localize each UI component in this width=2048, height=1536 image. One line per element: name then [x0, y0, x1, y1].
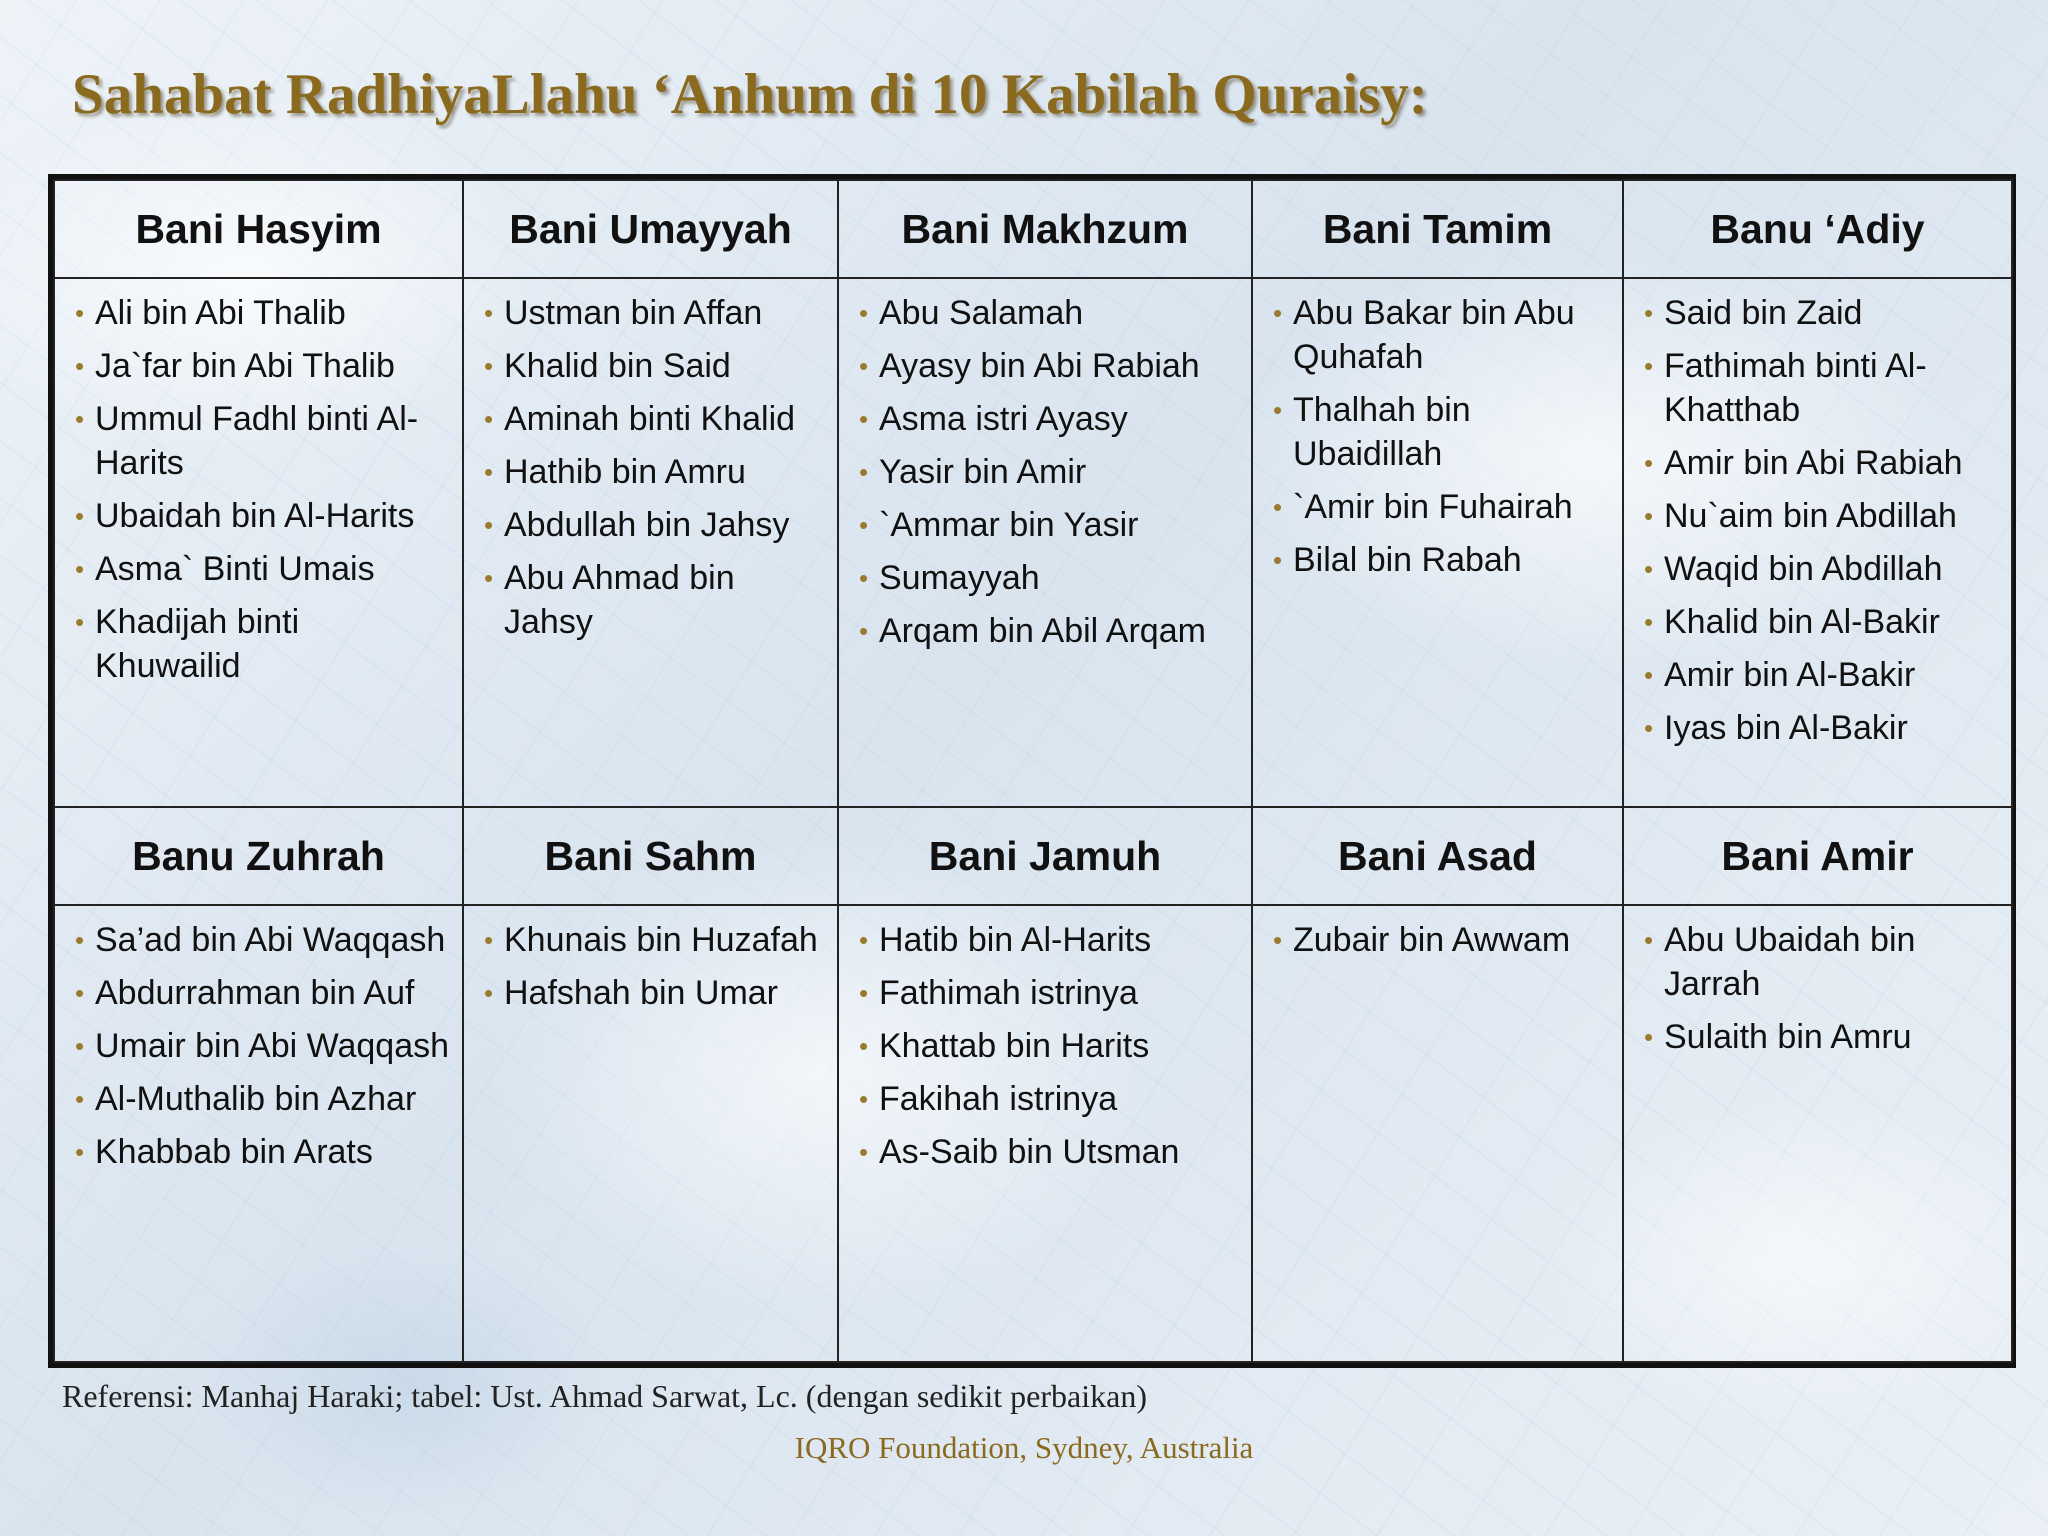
member-item: • Abdurrahman bin Auf — [75, 971, 452, 1015]
member-list — [464, 279, 837, 644]
tribe-header: Bani Makhzum — [838, 180, 1252, 278]
member-item: • Sumayyah — [859, 556, 1241, 600]
member-item: • Thalhah bin Ubaidillah — [1273, 388, 1612, 476]
member-item: • Sulaith bin Amru — [1644, 1015, 2001, 1059]
tribe-header: Bani Jamuh — [838, 807, 1252, 905]
member-item: • Aminah binti Khalid — [484, 397, 827, 441]
member-list — [839, 279, 1251, 653]
member-item: • Khalid bin Said — [484, 344, 827, 388]
tribe-header: Bani Sahm — [463, 807, 838, 905]
member-item: • Ubaidah bin Al-Harits — [75, 494, 452, 538]
member-item: • Khunais bin Huzafah — [484, 918, 827, 962]
members-row-1 — [54, 278, 2012, 807]
member-item: • Bilal bin Rabah — [1273, 538, 1612, 582]
member-list — [839, 906, 1251, 1174]
member-list — [464, 906, 837, 1015]
member-item: • `Ammar bin Yasir — [859, 503, 1241, 547]
members-cell — [463, 905, 838, 1362]
member-item: • Nu`aim bin Abdillah — [1644, 494, 2001, 538]
member-item: • Asma istri Ayasy — [859, 397, 1241, 441]
member-item: • Fathimah binti Al-Khatthab — [1644, 344, 2001, 432]
member-item: • Abdullah bin Jahsy — [484, 503, 827, 547]
tribe-header: Bani Tamim — [1252, 180, 1623, 278]
members-row-2 — [54, 905, 2012, 1362]
members-cell — [1252, 278, 1623, 807]
member-item: • Umair bin Abi Waqqash — [75, 1024, 452, 1068]
members-cell — [463, 278, 838, 807]
member-item: • Amir bin Abi Rabiah — [1644, 441, 2001, 485]
member-list — [55, 906, 462, 1174]
member-item: • Zubair bin Awwam — [1273, 918, 1612, 962]
member-list — [1253, 279, 1622, 582]
member-list — [55, 279, 462, 688]
member-item: • Said bin Zaid — [1644, 291, 2001, 335]
members-cell — [838, 905, 1252, 1362]
member-item: • Hatib bin Al-Harits — [859, 918, 1241, 962]
members-cell — [54, 905, 463, 1362]
member-item: • Asma` Binti Umais — [75, 547, 452, 591]
member-list — [1253, 906, 1622, 962]
tribe-header: Banu ‘Adiy — [1623, 180, 2012, 278]
member-item: • Hathib bin Amru — [484, 450, 827, 494]
tribe-header: Bani Amir — [1623, 807, 2012, 905]
member-item: • Ustman bin Affan — [484, 291, 827, 335]
member-item: • Ayasy bin Abi Rabiah — [859, 344, 1241, 388]
members-cell — [1252, 905, 1623, 1362]
member-item: • Waqid bin Abdillah — [1644, 547, 2001, 591]
member-item: • Fathimah istrinya — [859, 971, 1241, 1015]
member-item: • Iyas bin Al-Bakir — [1644, 706, 2001, 750]
reference-note: Referensi: Manhaj Haraki; tabel: Ust. Ahmad Sarwat, Lc. (dengan sedikit perbaikan) — [62, 1378, 1147, 1414]
footer-credit: IQRO Foundation, Sydney, Australia — [794, 1430, 1254, 1465]
member-item: • Abu Bakar bin Abu Quhafah — [1273, 291, 1612, 379]
member-item: • `Amir bin Fuhairah — [1273, 485, 1612, 529]
header-row-2 — [54, 807, 2012, 905]
member-item: • Khalid bin Al-Bakir — [1644, 600, 2001, 644]
member-item: • Khattab bin Harits — [859, 1024, 1241, 1068]
member-item: • Hafshah bin Umar — [484, 971, 827, 1015]
tribes-grid — [53, 179, 2013, 1363]
member-item: • Arqam bin Abil Arqam — [859, 609, 1241, 653]
tribe-header: Banu Zuhrah — [54, 807, 463, 905]
member-list — [1624, 906, 2011, 1059]
tribes-table — [48, 174, 2016, 1368]
member-item: • Khadijah binti Khuwailid — [75, 600, 452, 688]
member-item: • Sa’ad bin Abi Waqqash — [75, 918, 452, 962]
tribe-header: Bani Hasyim — [54, 180, 463, 278]
member-item: • As-Saib bin Utsman — [859, 1130, 1241, 1174]
members-cell — [838, 278, 1252, 807]
member-item: • Fakihah istrinya — [859, 1077, 1241, 1121]
member-item: • Ummul Fadhl binti Al-Harits — [75, 397, 452, 485]
member-item: • Yasir bin Amir — [859, 450, 1241, 494]
slide-title: Sahabat RadhiyaLlahu ‘Anhum di 10 Kabilah Quraisy: — [72, 63, 1428, 126]
member-item: • Abu Ahmad bin Jahsy — [484, 556, 827, 644]
members-cell — [1623, 905, 2012, 1362]
tribe-header: Bani Umayyah — [463, 180, 838, 278]
header-row-1 — [54, 180, 2012, 278]
tribe-header: Bani Asad — [1252, 807, 1623, 905]
member-item: • Abu Salamah — [859, 291, 1241, 335]
member-item: • Ali bin Abi Thalib — [75, 291, 452, 335]
members-cell — [1623, 278, 2012, 807]
member-item: • Al-Muthalib bin Azhar — [75, 1077, 452, 1121]
members-cell — [54, 278, 463, 807]
member-item: • Ja`far bin Abi Thalib — [75, 344, 452, 388]
member-item: • Khabbab bin Arats — [75, 1130, 452, 1174]
member-item: • Abu Ubaidah bin Jarrah — [1644, 918, 2001, 1006]
member-list — [1624, 279, 2011, 750]
member-item: • Amir bin Al-Bakir — [1644, 653, 2001, 697]
